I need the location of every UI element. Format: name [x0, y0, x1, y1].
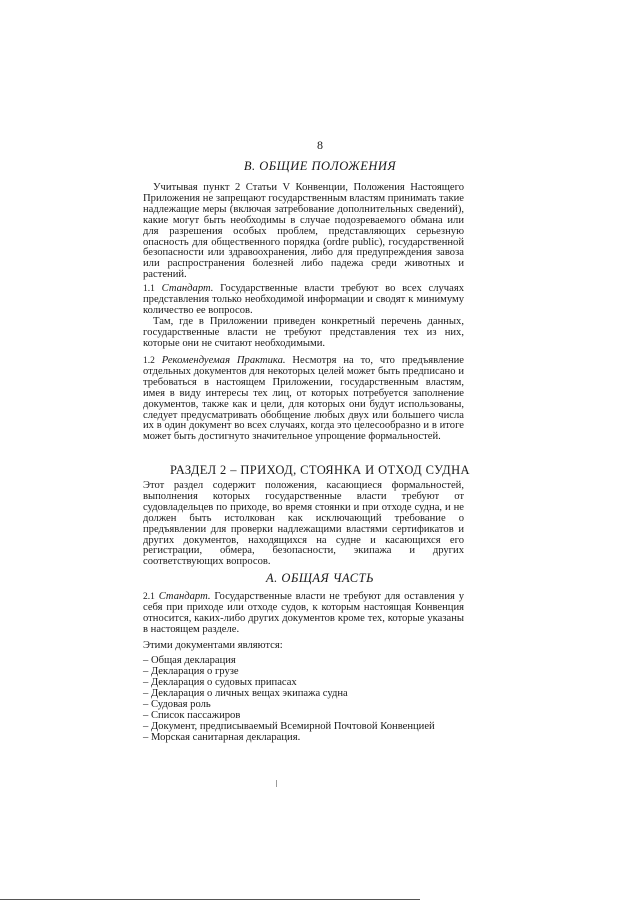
section-2-intro-text: Этот раздел содержит положения, касающиеся формальностей, выполнения которых государственные власти требуют от судовладельцев по приходе, во время стоянки и при отходе судна, и не должен быть истолкован как исключающий требование о предъявлении для проверки надлежащими властями сертификатов и других документов, находящихся на судне и касающихся его регистрации, обмера, безопасности, экипажа и других соответствующих вопросов.: [143, 480, 464, 568]
list-item: – Список пассажиров: [143, 710, 241, 721]
section-b-intro-text: Учитывая пункт 2 Статьи V Конвенции, Положения Настоящего Приложения не запрещают государственным властям принимать такие надлежащие меры (включая затребование дополнительных сведений), какие могут быть необходимы в случае подозреваемого обмана или для разрешения особых проблем, представляющих серьезную опасность для общественного порядка (ordre public), государственной безопасности или здравоохранения, либо для предупреждения завоза или распространения болезней либо падежа среди животных и растений.: [143, 182, 464, 281]
list-item: – Декларация о личных вещах экипажа судна: [143, 688, 348, 699]
paragraph-1-2-label: Рекомендуемая Практика.: [161, 355, 286, 366]
list-item: – Общая декларация: [143, 655, 236, 666]
list-item: – Декларация о грузе: [143, 666, 239, 677]
section-2-title: РАЗДЕЛ 2 – ПРИХОД, СТОЯНКА И ОТХОД СУДНА: [170, 463, 470, 477]
paragraph-2-1-label: Стандарт.: [158, 591, 211, 602]
list-item: – Документ, предписываемый Всемирной Почтовой Конвенцией: [143, 721, 435, 732]
paragraph-1-1-number: 1.1: [143, 284, 155, 294]
bottom-rule: [0, 899, 420, 900]
documents-intro: Этими документами являются:: [143, 640, 283, 651]
paragraph-1-2-number: 1.2: [143, 356, 155, 366]
paragraph-2-1-number: 2.1: [143, 592, 155, 602]
paragraph-2-1: [143, 592, 464, 636]
section-b-intro: [143, 183, 464, 281]
paragraph-1-1-extra: Там, где в Приложении приведен конкретный перечень данных, государственные власти не требуют представления тех из них, которые они не считают необходимыми.: [143, 315, 464, 349]
list-item: – Декларация о судовых припасах: [143, 677, 297, 688]
paragraph-1-2-text: Несмотря на то, что предъявление отдельных документов для некоторых целей может быть предписано и требоваться в настоящем Приложении, государственным властям, имея в виду интересы тех лиц, от которых потребуется заполнение документов, также как и цели, для которых они будут использованы, следует предусматривать обобщение любых двух или большего числа их в один документ во всех случаях, когда это целесообразно и в итоге может быть достигнуто значительное упрощение формальностей.: [143, 355, 464, 443]
scan-mark: [276, 780, 277, 787]
paragraph-1-1-label: Стандарт.: [161, 283, 214, 294]
documents-list: [143, 655, 435, 743]
paragraph-1-2: [143, 356, 464, 443]
paragraph-2-1-text: Государственные власти не требуют для оставления у себя при приходе или отходе судов, к которым настоящая Конвенция относится, каких-либо других документов кроме тех, которые указаны в настоящем разделе.: [143, 591, 464, 635]
list-item: – Морская санитарная декларация.: [143, 732, 301, 743]
section-b-heading: В. ОБЩИЕ ПОЛОЖЕНИЯ: [243, 159, 397, 173]
section-a-heading: А. ОБЩАЯ ЧАСТЬ: [266, 571, 374, 585]
page-number: 8: [317, 138, 323, 152]
paragraph-1-1-text: Государственные власти требуют во всех случаях представления только необходимой информации и сводят к минимуму количество ее вопросов.: [143, 283, 464, 316]
list-item: – Судовая роль: [143, 699, 211, 710]
paragraph-1-1: [143, 284, 464, 349]
section-2-intro: [143, 481, 464, 568]
